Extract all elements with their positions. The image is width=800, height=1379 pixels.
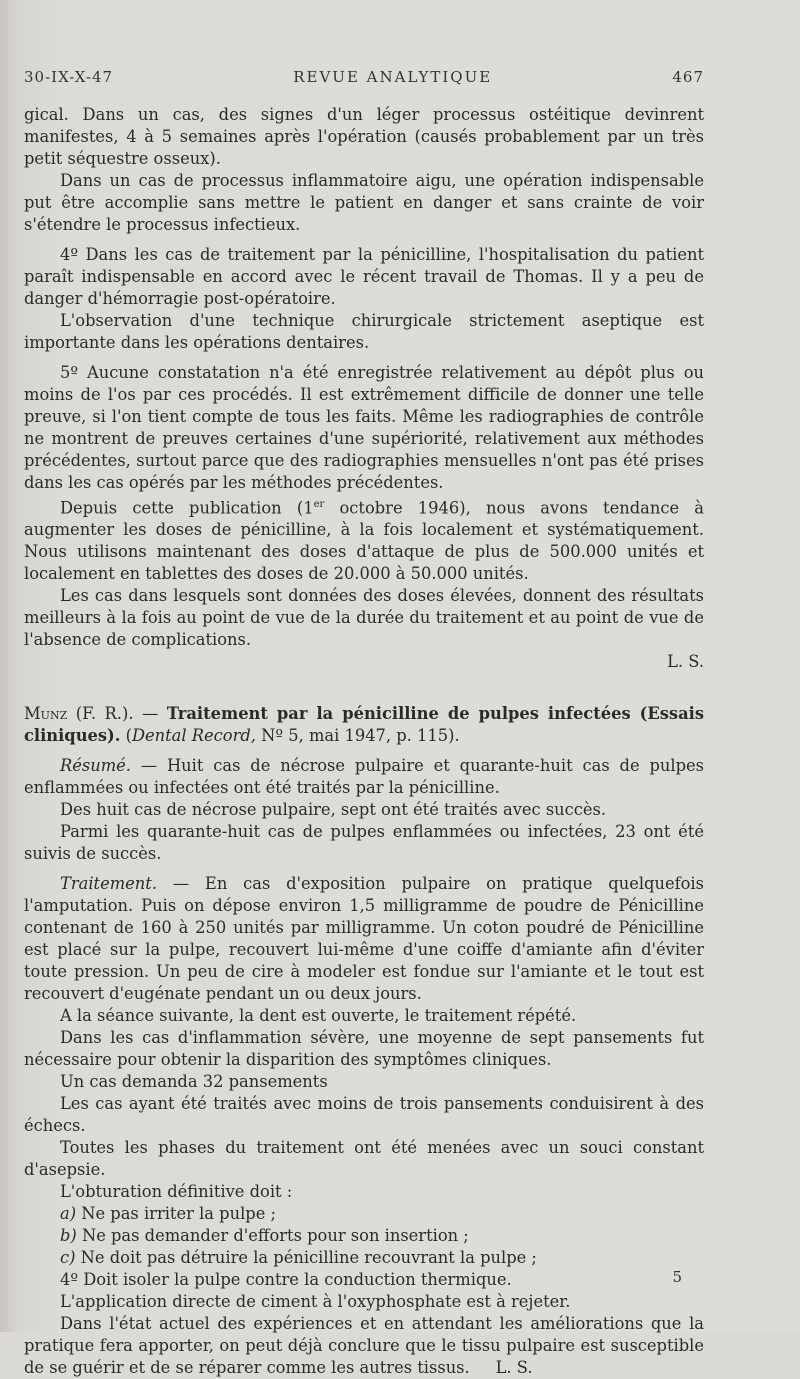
paragraph: 4º Dans les cas de traitement par la pénicilline, l'hospitalisation du patient paraît indispensable en accord avec le récent travail de Thomas. Il y a peu de danger d'hémorragie post-opératoire.: [24, 245, 704, 308]
paragraph: Des huit cas de nécrose pulpaire, sept ont été traités avec succès.: [60, 800, 607, 820]
paragraph: gical. Dans un cas, des signes d'un léger processus ostéitique devinrent manifestes, 4 à 5 semaines après l'opération (causés probablement par un très petit séquestre osseux).: [24, 105, 704, 168]
paragraph: L'obturation définitive doit :: [60, 1182, 293, 1202]
header-page-number: 467: [672, 68, 704, 86]
paragraph: A la séance suivante, la dent est ouverte, le traitement répété.: [60, 1006, 577, 1026]
traitement-text: — En cas d'exposition pulpaire on pratique quelquefois l'amputation. Puis on dépose environ 1,5 milligramme de poudre de Pénicilline contenant de 160 à 250 unités par milligramme. Un coton poudré de Pénicilline est placé sur la pulpe, recouvert lui-même d'une coiffe d'amiante afin d'éviter toute pression. Un peu de cire à modeler est fondue sur l'amiante et le tout est recouvert d'eugénate pendant un ou deux jours.: [24, 874, 704, 1004]
paragraph: [24, 494, 704, 585]
paragraph: Dans un cas de processus inflammatoire aigu, une opération indispensable put être accomplie sans mettre le patient en danger et sans crainte de voir s'étendre le processus infectieux.: [24, 171, 704, 234]
signature: L. S.: [495, 1358, 533, 1378]
paragraph: [24, 1313, 704, 1379]
paragraph: L'application directe de ciment à l'oxyphosphate est à rejeter.: [60, 1292, 571, 1312]
article-continued: [24, 104, 704, 1379]
list-item: [24, 1247, 704, 1269]
source-open: (: [120, 726, 132, 746]
list-marker: b): [60, 1226, 77, 1246]
paragraph: Les cas ayant été traités avec moins de trois pansements conduisirent à des échecs.: [24, 1094, 704, 1136]
header-date: 30-IX-X-47: [24, 68, 114, 86]
text-span: octobre 1946), nous avons tendance à augmenter les doses de pénicilline, à la fois localement et systématiquement. Nous utilisons maintenant des doses d'attaque de plus de 500.000 unités et localement en tablettes des doses de 20.000 à 50.000 unités.: [24, 498, 704, 584]
paragraph: Dans les cas d'inflammation sévère, une moyenne de sept pansements fut nécessaire pour obtenir la disparition des symptômes cliniques.: [24, 1028, 704, 1070]
superscript: er: [313, 499, 325, 510]
list-item: [24, 1203, 704, 1225]
list-marker: 4º: [60, 1270, 79, 1290]
paragraph: Les cas dans lesquels sont données des doses élevées, donnent des résultats meilleurs à la fois au point de vue de la durée du traitement et au point de vue de l'absence de complications.: [24, 586, 704, 650]
paragraph: Toutes les phases du traitement ont été menées avec un souci constant d'asepsie.: [24, 1138, 704, 1180]
source-details: Nº 5, mai 1947, p. 115).: [255, 726, 460, 746]
paragraph: Un cas demanda 32 pansements: [60, 1072, 328, 1092]
sheet-number: 5: [672, 1268, 682, 1286]
resume-text: — Huit cas de nécrose pulpaire et quarante-huit cas de pulpes enflammées ou infectées ont été traités par la pénicilline.: [24, 756, 704, 798]
list-text: Ne pas irriter la pulpe ;: [76, 1204, 276, 1224]
author: Munz (F. R.).: [24, 704, 134, 724]
article-title: Traitement par la pénicilline de pulpes infectées (Essais cliniques).: [24, 704, 704, 746]
list-marker: a): [60, 1204, 77, 1224]
paragraph: Parmi les quarante-huit cas de pulpes enflammées ou infectées, 23 ont été suivis de succès.: [24, 822, 704, 864]
resume-label: Résumé.: [60, 756, 131, 776]
paragraph: L'observation d'une technique chirurgicale strictement aseptique est importante dans les opérations dentaires.: [24, 311, 704, 352]
list-marker: c): [60, 1248, 76, 1268]
running-header: [24, 68, 704, 86]
list-text: Ne doit pas détruire la pénicilline recouvrant la pulpe ;: [75, 1248, 537, 1268]
traitement-label: Traitement.: [60, 874, 158, 894]
header-journal-title: REVUE ANALYTIQUE: [293, 68, 493, 86]
dash: —: [133, 704, 167, 724]
text-span: Depuis cette publication (1: [60, 498, 314, 518]
list-text: Doit isoler la pulpe contre la conduction thermique.: [78, 1270, 512, 1290]
text-span: Dans l'état actuel des expériences et en attendant les améliorations que la pratique fera apporter, on peut déjà conclure que le tissu pulpaire est susceptible de se guérir et de se réparer comme les autres tissus.: [24, 1314, 704, 1378]
list-text: Ne pas demander d'efforts pour son insertion ;: [76, 1226, 469, 1246]
source-journal: Dental Record,: [131, 726, 256, 746]
paragraph-resume: [24, 755, 704, 799]
paragraph: 5º Aucune constatation n'a été enregistrée relativement au dépôt plus ou moins de l'os par ces procédés. Il est extrêmement difficile de donner une telle preuve, si l'on tient compte de tous les faits. Même les radiographies de contrôle ne montrent de preuves certaines d'une supériorité, relativement aux méthodes précédentes, surtout parce que des radiographies mensuelles n'ont pas été prises dans les cas opérés par les méthodes précédentes.: [24, 363, 704, 492]
list-item: [24, 1225, 704, 1247]
signature: L. S.: [667, 652, 704, 672]
list-item: [24, 1269, 704, 1291]
article-heading: [24, 703, 704, 747]
paragraph-traitement: [24, 873, 704, 1005]
